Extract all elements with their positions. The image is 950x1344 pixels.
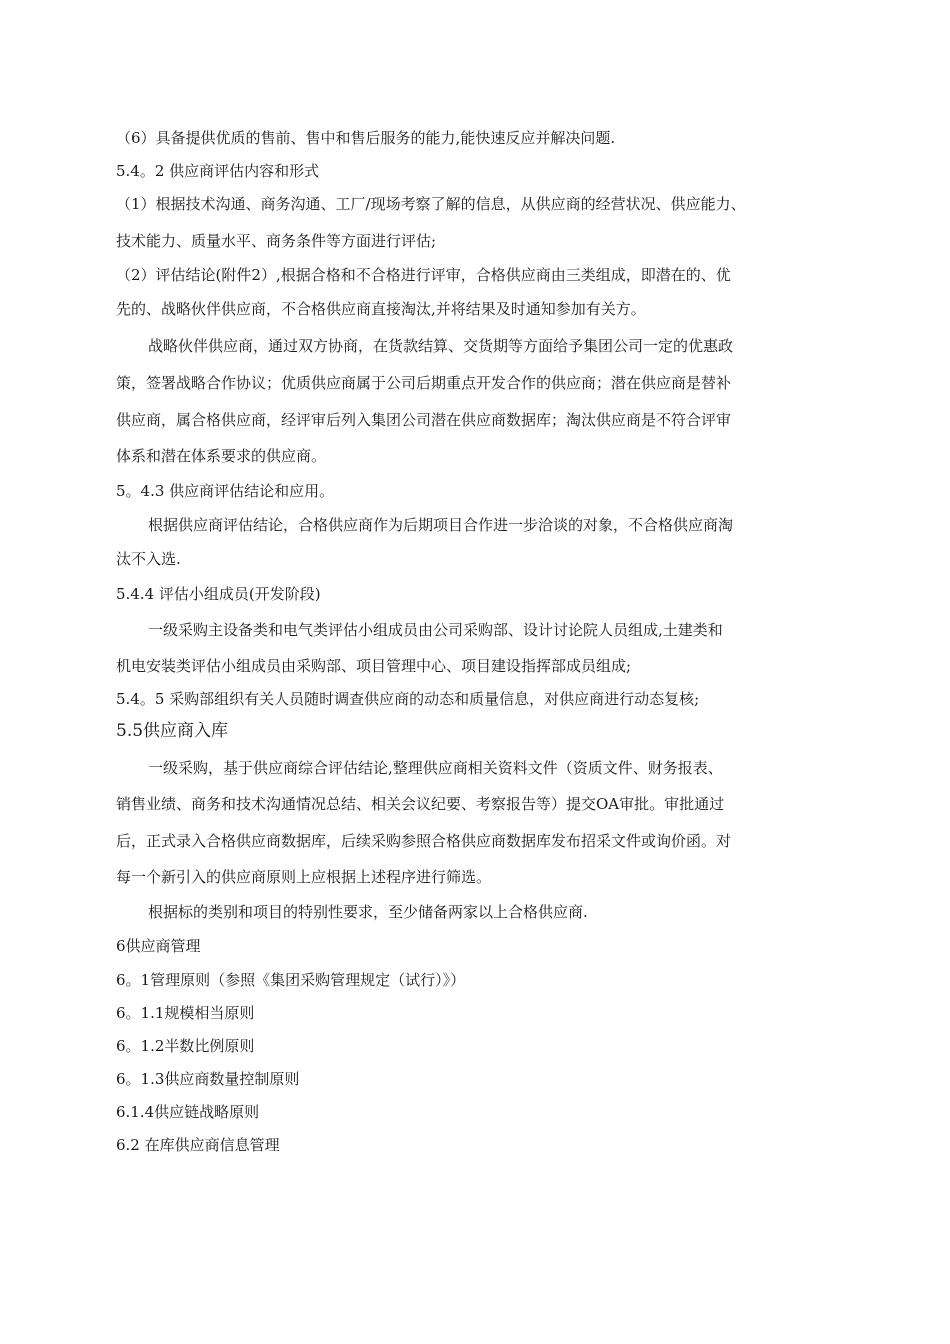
paragraph-line: 先的、战略伙伴供应商，不合格供应商直接淘汰,并将结果及时通知参加有关方。 [116, 300, 646, 318]
section-6-1-4-heading: 6.1.4供应链战略原则 [116, 1103, 260, 1121]
paragraph-line: 根据供应商评估结论，合格供应商作为后期项目合作进一步洽谈的对象，不合格供应商淘 [148, 516, 734, 534]
paragraph-line: 一级采购，基于供应商综合评估结论,整理供应商相关资料文件（资质文件、财务报表、 [148, 759, 723, 777]
paragraph-line: 每一个新引入的供应商原则上应根据上述程序进行筛选。 [116, 868, 492, 886]
section-6-1-2-heading: 6。1.2半数比例原则 [116, 1037, 255, 1055]
paragraph-line: 体系和潜在体系要求的供应商。 [116, 447, 327, 465]
paragraph-line: （1）根据技术沟通、商务沟通、工厂/现场考察了解的信息，从供应商的经营状况、供应能力、 [116, 195, 746, 213]
paragraph-line: 策，签署战略合作协议；优质供应商属于公司后期重点开发合作的供应商；潜在供应商是替补 [116, 374, 732, 392]
paragraph-line: 汰不入选. [116, 550, 181, 568]
section-5-4-5-line: 5.4。5 采购部组织有关人员随时调查供应商的动态和质量信息，对供应商进行动态复核; [116, 690, 700, 708]
paragraph-line: 一级采购主设备类和电气类评估小组成员由公司采购部、设计讨论院人员组成,土建类和 [148, 621, 723, 639]
paragraph-line: 供应商，属合格供应商，经评审后列入集团公司潜在供应商数据库；淘汰供应商是不符合评审 [116, 411, 732, 429]
section-5-4-4-heading: 5.4.4 评估小组成员(开发阶段) [116, 585, 321, 603]
section-6-1-heading: 6。1管理原则（参照《集团采购管理规定（试行）》） [116, 971, 466, 989]
paragraph-line: （2）评估结论(附件2）,根据合格和不合格进行评审，合格供应商由三类组成，即潜在的、优 [116, 266, 731, 284]
paragraph-line: 后，正式录入合格供应商数据库，后续采购参照合格供应商数据库发布招采文件或询价函。对 [116, 832, 732, 850]
paragraph-line: 机电安装类评估小组成员由采购部、项目管理中心、项目建设指挥部成员组成; [116, 657, 632, 675]
paragraph-line: 根据标的类别和项目的特别性要求，至少储备两家以上合格供应商. [148, 903, 588, 921]
paragraph-line: 技术能力、质量水平、商务条件等方面进行评估; [116, 232, 437, 250]
section-5-5-heading: 5.5供应商入库 [116, 721, 229, 741]
paragraph-line: 销售业绩、商务和技术沟通情况总结、相关会议纪要、考察报告等）提交OA审批。审批通过 [116, 795, 725, 813]
item-6-service-ability: （6）具备提供优质的售前、售中和售后服务的能力,能快速反应并解决问题. [116, 129, 616, 147]
section-6-1-1-heading: 6。1.1规模相当原则 [116, 1004, 255, 1022]
section-5-4-2-heading: 5.4。2 供应商评估内容和形式 [116, 162, 320, 180]
section-6-heading: 6供应商管理 [116, 937, 201, 955]
section-6-1-3-heading: 6。1.3供应商数量控制原则 [116, 1070, 300, 1088]
section-5-4-3-heading: 5。4.3 供应商评估结论和应用。 [116, 482, 335, 500]
paragraph-line: 战略伙伴供应商，通过双方协商，在货款结算、交货期等方面给予集团公司一定的优惠政 [148, 337, 734, 355]
section-6-2-heading: 6.2 在库供应商信息管理 [116, 1136, 280, 1154]
